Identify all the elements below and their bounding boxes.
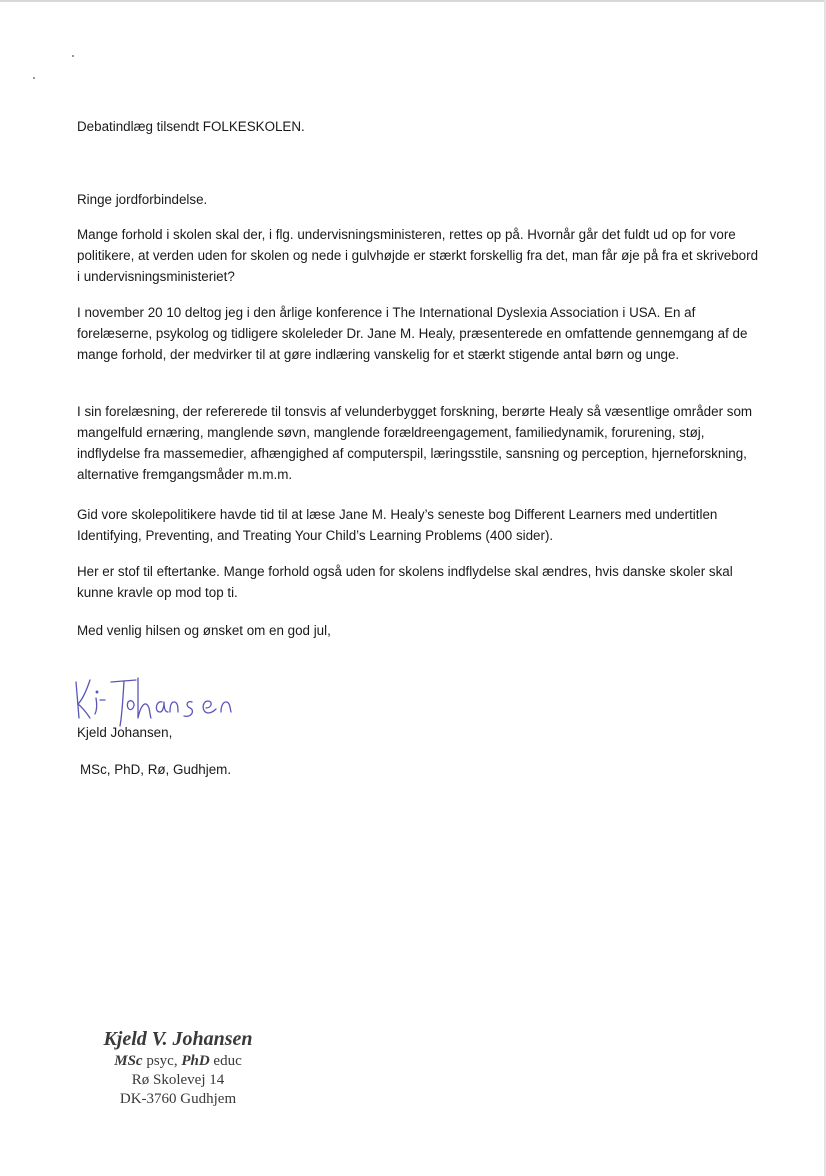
scan-speck: [72, 55, 74, 57]
signoff-title: MSc, PhD, Rø, Gudhjem.: [80, 762, 232, 777]
letter-heading: Debatindlæg tilsendt FOLKESKOLEN.: [77, 119, 305, 134]
paragraph: Gid vore skolepolitikere havde tid til at læse Jane M. Healy’s seneste bog Different Learners med undertitlen Identifying, Preventing, and Treating Your Child’s Learning Problems (400 sider).: [77, 507, 718, 543]
paragraph: I november 20 10 deltog jeg i den årlige konference i The International Dyslexia Association i USA. En af forelæserne, psykolog og tidligere skoleleder Dr. Jane M. Healy, præsenterede en omfattende gennemgang af de mange forhold, der medvirker til at gøre indlæring vanskelig for et stærkt stigende antal børn og unge.: [77, 305, 748, 362]
letter-title: Ringe jordforbindelse.: [77, 192, 208, 207]
letterhead-degrees: [88, 1052, 268, 1071]
signoff-name: Kjeld Johansen,: [77, 725, 173, 740]
paragraph: Her er stof til eftertanke. Mange forhold også uden for skolens indflydelse skal ændres, hvis danske skoler skal kunne kravle op mod top ti.: [77, 564, 733, 600]
letterhead-street: Rø Skolevej 14: [131, 1072, 225, 1088]
degree-1-field: psyc,: [146, 1053, 178, 1069]
letterhead-city: DK-3760 Gudhjem: [119, 1091, 237, 1107]
handwritten-signature: [66, 668, 266, 732]
letterhead-name: Kjeld V. Johansen: [103, 1028, 253, 1050]
paragraph: Mange forhold i skolen skal der, i flg. undervisningsministeren, rettes op på. Hvornår går det fuldt ud op for vore politikere, at verden uden for skolen og nede i gulvhøjde er stærkt forskellig fra det, man får øje på fra et skrivebord i undervisningsministeriet?: [77, 227, 759, 284]
closing: Med venlig hilsen og ønsket om en god jul,: [77, 623, 331, 638]
scan-edge-top: [0, 0, 826, 2]
degree-2: PhD: [181, 1053, 210, 1069]
degree-2-field: educ: [213, 1053, 242, 1069]
scan-speck: [33, 77, 35, 79]
degree-1: MSc: [114, 1053, 143, 1069]
letterhead-stamp: [88, 1026, 268, 1109]
paragraph: I sin forelæsning, der refererede til tonsvis af velunderbygget forskning, berørte Healy så væsentlige områder som mangelfuld ernæring, manglende søvn, manglende forældreengagement, familiedynamik, forurening, støj, indflydelse fra massemedier, afhængighed af computerspil, læringsstile, sansning og perception, hjerneforskning, alternative fremgangsmåder m.m.m.: [77, 404, 753, 482]
